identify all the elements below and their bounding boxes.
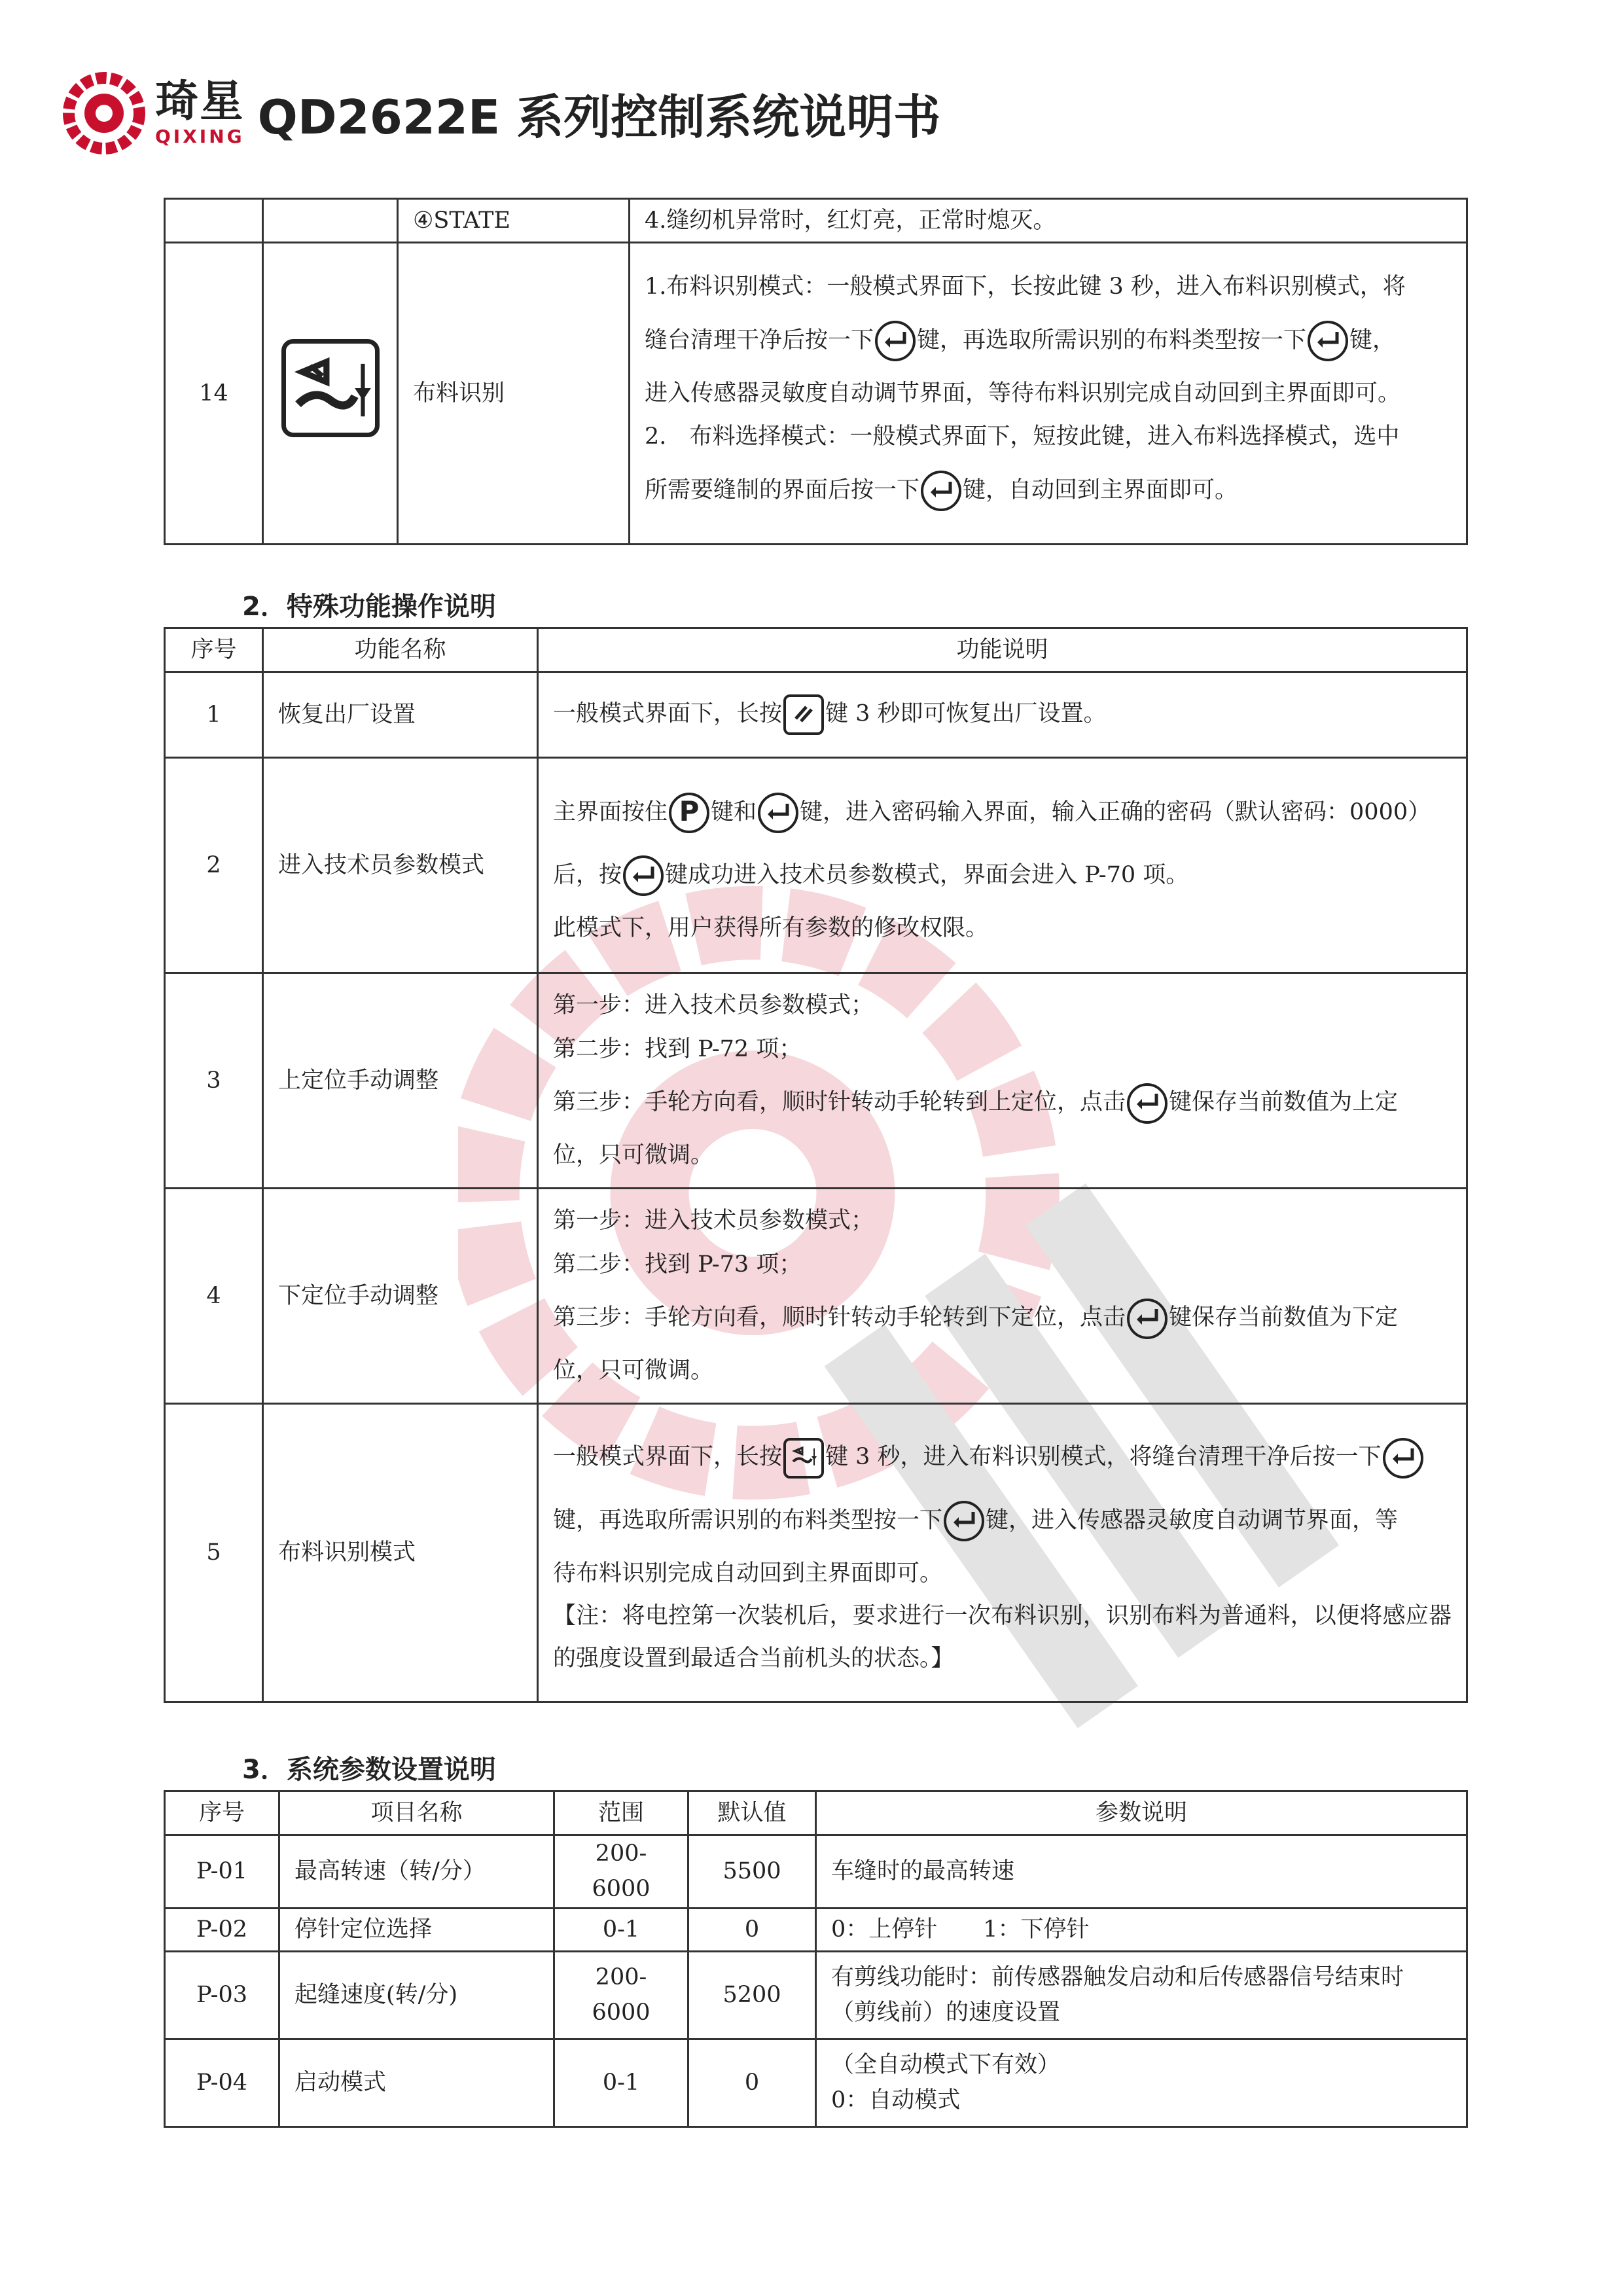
desc-text: 第一步：进入技术员参数模式； <box>553 992 874 1019</box>
desc-text: 键保存当前数值为上定 <box>1169 1089 1399 1116</box>
reset-key-icon <box>783 694 824 735</box>
function-name: 恢复出厂设置 <box>263 672 538 758</box>
table-row <box>165 1404 1467 1702</box>
enter-key-icon <box>1127 1083 1168 1124</box>
column-header: 默认值 <box>688 1791 816 1835</box>
enter-key-icon <box>1383 1438 1423 1479</box>
row-number: 1 <box>165 672 263 758</box>
enter-key-icon <box>875 321 916 361</box>
column-header: 范围 <box>554 1791 688 1835</box>
p-key-icon: P <box>669 793 709 833</box>
desc-text: 待布料识别完成自动回到主界面即可。 <box>553 1560 943 1587</box>
param-default: 0 <box>688 2039 816 2126</box>
param-default: 0 <box>688 1908 816 1951</box>
table-row <box>165 2039 1467 2126</box>
row-number: 4 <box>165 1189 263 1404</box>
key-name: 布料识别 <box>398 243 630 545</box>
table-row <box>165 973 1467 1189</box>
row-number: 3 <box>165 973 263 1189</box>
desc-text: 一般模式界面下，长按 <box>553 700 783 727</box>
desc-text: 第二步：找到 P-73 项； <box>553 1251 802 1278</box>
function-name: 布料识别模式 <box>263 1404 538 1702</box>
desc-text: 此模式下，用户获得所有参数的修改权限。 <box>553 915 989 941</box>
table-row <box>165 243 1467 545</box>
desc-text: 键保存当前数值为下定 <box>1169 1304 1399 1331</box>
section-3-title: 3．系统参数设置说明 <box>242 1755 496 1785</box>
param-id: P-01 <box>165 1835 279 1909</box>
column-header: 项目名称 <box>279 1791 554 1835</box>
desc-text: 第二步：找到 P-72 项； <box>553 1035 802 1062</box>
desc-text: 键 3 秒，进入布料识别模式，将缝台清理干净后按一下 <box>825 1444 1382 1471</box>
desc-text: 键，自动回到主界面即可。 <box>963 476 1238 503</box>
qixing-logo-icon <box>62 71 146 155</box>
desc-text: 位，只可微调。 <box>553 1357 714 1384</box>
function-description <box>538 1404 1467 1702</box>
document-header <box>62 71 940 156</box>
param-description <box>816 2039 1467 2126</box>
column-header: 功能名称 <box>263 628 538 672</box>
column-header: 功能说明 <box>538 628 1467 672</box>
table-row <box>165 1908 1467 1951</box>
key-icon-cell <box>263 243 398 545</box>
desc-text: 进入传感器灵敏度自动调节界面，等待布料识别完成自动回到主界面即可。 <box>645 380 1401 406</box>
key-description: 4.缝纫机异常时，红灯亮，正常时熄灭。 <box>630 199 1467 243</box>
param-name: 停针定位选择 <box>279 1908 554 1951</box>
enter-key-icon <box>921 471 961 511</box>
desc-text: 位，只可微调。 <box>553 1142 714 1169</box>
function-name: 进入技术员参数模式 <box>263 758 538 973</box>
column-header: 参数说明 <box>816 1791 1467 1835</box>
param-description <box>816 1908 1467 1951</box>
desc-text: 有剪线功能时：前传感器触发启动和后传感器信号结束时 <box>831 1964 1404 1990</box>
desc-text: 缝台清理干净后按一下 <box>645 327 874 353</box>
desc-text: 键 3 秒即可恢复出厂设置。 <box>825 700 1107 727</box>
desc-text: 0：上停针 1：下停针 <box>831 1916 1090 1943</box>
table-row <box>165 1951 1467 2039</box>
param-id: P-03 <box>165 1951 279 2039</box>
param-range: 0-1 <box>554 2039 688 2126</box>
function-description <box>538 758 1467 973</box>
key-name: ④STATE <box>398 199 630 243</box>
desc-text: 键， <box>1349 327 1396 353</box>
row-number: 14 <box>165 243 263 545</box>
row-number: 2 <box>165 758 263 973</box>
desc-text: 键和 <box>711 798 757 825</box>
enter-key-icon <box>944 1501 984 1541</box>
desc-text: 主界面按住 <box>553 798 668 825</box>
param-description <box>816 1951 1467 2039</box>
desc-text: 键，再选取所需识别的布料类型按一下 <box>917 327 1307 353</box>
key-icon-cell <box>263 199 398 243</box>
desc-text: 键，再选取所需识别的布料类型按一下 <box>553 1507 943 1534</box>
desc-text: 第三步：手轮方向看，顺时针转动手轮转到下定位，点击 <box>553 1304 1126 1331</box>
section-2-title: 2．特殊功能操作说明 <box>242 592 496 622</box>
function-name: 下定位手动调整 <box>263 1189 538 1404</box>
table-row <box>165 1835 1467 1909</box>
desc-text: 2. 布料选择模式：一般模式界面下，短按此键，进入布料选择模式，选中 <box>645 423 1400 450</box>
param-default: 5500 <box>688 1835 816 1909</box>
desc-text: 键，进入传感器灵敏度自动调节界面，等 <box>986 1507 1399 1534</box>
key-function-table <box>164 198 1468 545</box>
document-title: QD2622E 系列控制系统说明书 <box>257 90 941 145</box>
desc-text: 一般模式界面下，长按 <box>553 1444 783 1471</box>
param-description <box>816 1835 1467 1909</box>
param-id: P-02 <box>165 1908 279 1951</box>
desc-text: 键成功进入技术员参数模式，界面会进入 P-70 项。 <box>665 861 1189 888</box>
fabric-recognition-icon <box>281 339 380 437</box>
desc-text: 0：自动模式 <box>831 2087 961 2113</box>
enter-key-icon <box>1308 321 1348 361</box>
param-range: 0-1 <box>554 1908 688 1951</box>
parameter-table <box>164 1790 1468 2128</box>
param-range: 200-6000 <box>554 1835 688 1909</box>
function-description <box>538 1189 1467 1404</box>
function-description <box>538 672 1467 758</box>
enter-key-icon <box>623 855 664 896</box>
desc-text: 车缝时的最高转速 <box>831 1858 1015 1885</box>
enter-key-icon <box>758 793 798 833</box>
table-row <box>165 672 1467 758</box>
param-name: 启动模式 <box>279 2039 554 2126</box>
column-header: 序号 <box>165 628 263 672</box>
function-description <box>538 973 1467 1189</box>
param-range: 200-6000 <box>554 1951 688 2039</box>
table-row <box>165 1189 1467 1404</box>
param-default: 5200 <box>688 1951 816 2039</box>
function-name: 上定位手动调整 <box>263 973 538 1189</box>
table-header-row <box>165 1791 1467 1835</box>
logo-cn: 琦星 <box>155 75 245 126</box>
fabric-key-icon <box>783 1438 824 1479</box>
row-number: 5 <box>165 1404 263 1702</box>
desc-text: 后，按 <box>553 861 622 888</box>
table-row <box>165 758 1467 973</box>
logo-en: QIXING <box>155 125 245 147</box>
desc-text: 键，进入密码输入界面，输入正确的密码（默认密码：0000） <box>800 798 1431 825</box>
enter-key-icon <box>1127 1299 1168 1339</box>
key-description <box>630 243 1467 545</box>
row-number <box>165 199 263 243</box>
special-function-table <box>164 627 1468 1703</box>
note-text: 【注：将电控第一次装机后，要求进行一次布料识别，识别布料为普通料，以便将感应器的强度设置到最适合当前机头的状态。】 <box>553 1603 1452 1672</box>
param-name: 起缝速度(转/分) <box>279 1951 554 2039</box>
desc-text: 第三步：手轮方向看，顺时针转动手轮转到上定位，点击 <box>553 1089 1126 1116</box>
table-row <box>165 199 1467 243</box>
desc-text: （全自动模式下有效） <box>831 2051 1061 2078</box>
desc-text: （剪线前）的速度设置 <box>831 2000 1061 2026</box>
param-id: P-04 <box>165 2039 279 2126</box>
desc-text: 所需要缝制的界面后按一下 <box>645 476 920 503</box>
desc-text: 第一步：进入技术员参数模式； <box>553 1208 874 1234</box>
logo-wordmark <box>155 75 245 147</box>
column-header: 序号 <box>165 1791 279 1835</box>
desc-text: 1.布料识别模式：一般模式界面下，长按此键 3 秒，进入布料识别模式，将 <box>645 274 1406 300</box>
param-name: 最高转速（转/分） <box>279 1835 554 1909</box>
table-header-row <box>165 628 1467 672</box>
